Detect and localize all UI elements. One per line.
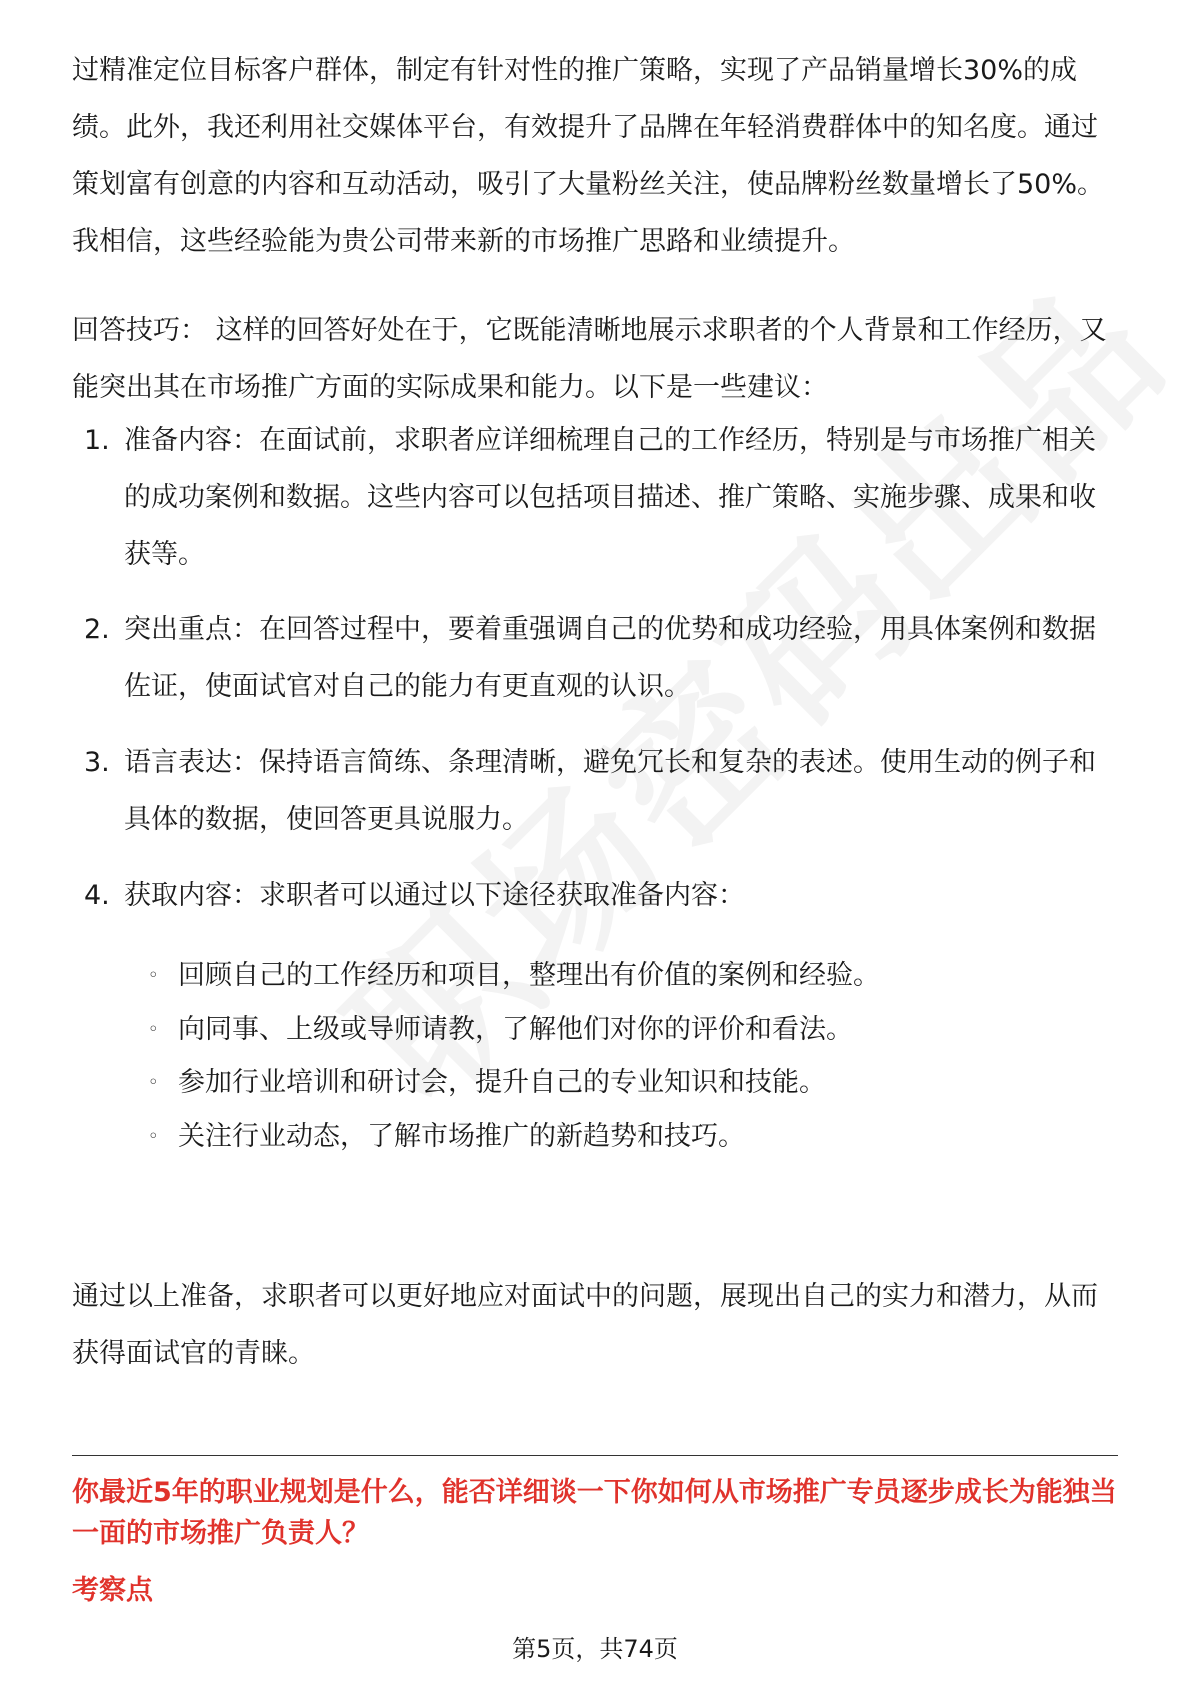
item-number: 4.: [84, 880, 110, 911]
subheading: 考察点: [72, 1575, 153, 1606]
numbered-item: [84, 867, 1118, 924]
item-number: 2.: [84, 614, 110, 645]
item-text: 语言表达：保持语言简练、条理清晰，避免冗长和复杂的表述。使用生动的例子和具体的数据，使回答更具说服力。: [124, 747, 1096, 835]
bullet-item: [148, 1061, 1118, 1105]
item-text: 获取内容：求职者可以通过以下途径获取准备内容：: [124, 880, 745, 911]
bullet-mark: ◦: [148, 965, 159, 986]
item-text: 准备内容：在面试前，求职者应详细梳理自己的工作经历，特别是与市场推广相关的成功案例和数据。这些内容可以包括项目描述、推广策略、实施步骤、成果和收获等。: [124, 425, 1096, 570]
closing-paragraph: 通过以上准备，求职者可以更好地应对面试中的问题，展现出自己的实力和潜力，从而获得面试官的青睐。: [72, 1281, 1098, 1369]
item-number: 3.: [84, 747, 110, 778]
interview-question: 你最近5年的职业规划是什么，能否详细谈一下你如何从市场推广专员逐步成长为能独当一面的市场推广负责人？: [72, 1477, 1117, 1549]
page-footer: 第5页，共74页: [512, 1635, 678, 1663]
tips-paragraph: 回答技巧： 这样的回答好处在于，它既能清晰地展示求职者的个人背景和工作经历，又能突出其在市场推广方面的实际成果和能力。以下是一些建议：: [72, 315, 1107, 403]
bullet-item: [148, 1115, 1118, 1159]
bullet-mark: ◦: [148, 1126, 159, 1147]
numbered-item: [84, 601, 1118, 715]
item-number: 1.: [84, 425, 110, 456]
bullet-text: 回顾自己的工作经历和项目，整理出有价值的案例和经验。: [178, 960, 880, 991]
bullet-item: [148, 1008, 1118, 1052]
bullet-item: [148, 954, 1118, 998]
bullet-mark: ◦: [148, 1019, 159, 1040]
numbered-item: [84, 734, 1118, 848]
numbered-item: [84, 412, 1118, 583]
intro-paragraph: 过精准定位目标客户群体，制定有针对性的推广策略，实现了产品销量增长30%的成绩。此外，我还利用社交媒体平台，有效提升了品牌在年轻消费群体中的知名度。通过策划富有创意的内容和互动活动，吸引了大量粉丝关注，使品牌粉丝数量增长了50%。我相信，这些经验能为贵公司带来新的市场推广思路和业绩提升。: [72, 55, 1105, 257]
item-text: 突出重点：在回答过程中，要着重强调自己的优势和成功经验，用具体案例和数据佐证，使面试官对自己的能力有更直观的认识。: [124, 614, 1096, 702]
bullet-text: 向同事、上级或导师请教，了解他们对你的评价和看法。: [178, 1014, 853, 1045]
bullet-text: 参加行业培训和研讨会，提升自己的专业知识和技能。: [178, 1067, 826, 1098]
section-divider: [72, 1455, 1118, 1456]
bullet-text: 关注行业动态，了解市场推广的新趋势和技巧。: [178, 1121, 745, 1152]
bullet-mark: ◦: [148, 1072, 159, 1093]
